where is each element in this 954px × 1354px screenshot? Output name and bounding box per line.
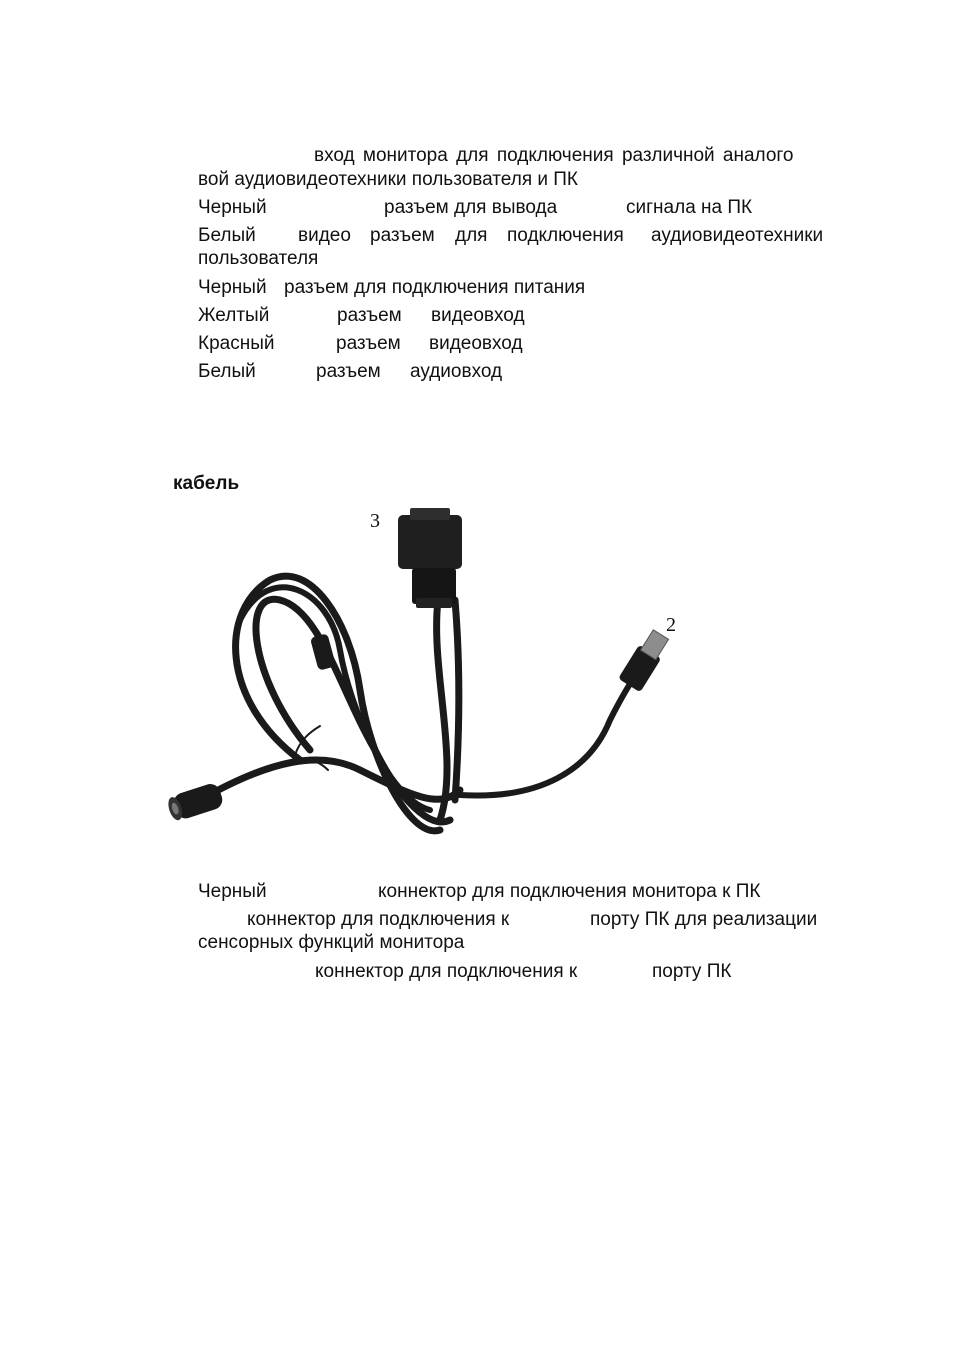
cable-photo: [160, 500, 700, 870]
text-segment: сигнала на ПК: [626, 197, 753, 218]
text-segment: вход монитора для подключения различной аналого: [314, 145, 794, 166]
color-label: Черный: [198, 197, 267, 218]
text-segment: разъем: [336, 333, 401, 354]
text-segment: разъем: [370, 225, 435, 246]
dc-jack-connector: [165, 781, 224, 822]
text-line: [314, 145, 794, 167]
text-segment: видеовход: [431, 305, 525, 326]
db-connector-3: [398, 508, 462, 608]
cable-illustration: [160, 500, 700, 870]
cable-heading: кабель: [173, 473, 240, 494]
text-line: [198, 248, 318, 270]
text-segment: аудиовход: [410, 361, 503, 382]
text-segment: разъем: [316, 361, 381, 382]
text-segment: разъем для подключения питания: [284, 277, 586, 298]
color-label: Белый: [198, 361, 256, 382]
text-line: [198, 932, 464, 954]
usb-connector-2: [618, 628, 672, 693]
text-segment: подключения: [507, 225, 624, 246]
text-segment: аудиовидеотехники: [651, 225, 824, 246]
text-segment: разъем: [337, 305, 402, 326]
text-segment: сенсорных функций монитора: [198, 932, 465, 953]
text-segment: для: [455, 225, 488, 246]
color-label: Белый: [198, 225, 256, 246]
text-line: [198, 169, 578, 191]
text-segment: разъем для вывода: [384, 197, 558, 218]
color-label: Красный: [198, 333, 275, 354]
text-segment: порту ПК: [652, 961, 732, 982]
text-segment: видеовход: [429, 333, 523, 354]
connector-2-label: 2: [666, 614, 676, 636]
text-segment: коннектор для подключения к: [315, 961, 578, 982]
text-segment: порту ПК для реализации: [590, 909, 818, 930]
text-segment: пользователя: [198, 248, 319, 269]
text-segment: коннектор для подключения к: [247, 909, 510, 930]
text-segment: видео: [298, 225, 351, 246]
text-segment: коннектор для подключения монитора к ПК: [378, 881, 761, 902]
color-label: Желтый: [198, 305, 270, 326]
color-label: Черный: [198, 277, 267, 298]
text-segment: вой аудиовидеотехники пользователя и ПК: [198, 169, 578, 190]
color-label: Черный: [198, 881, 267, 902]
connector-3-label: 3: [370, 510, 380, 532]
